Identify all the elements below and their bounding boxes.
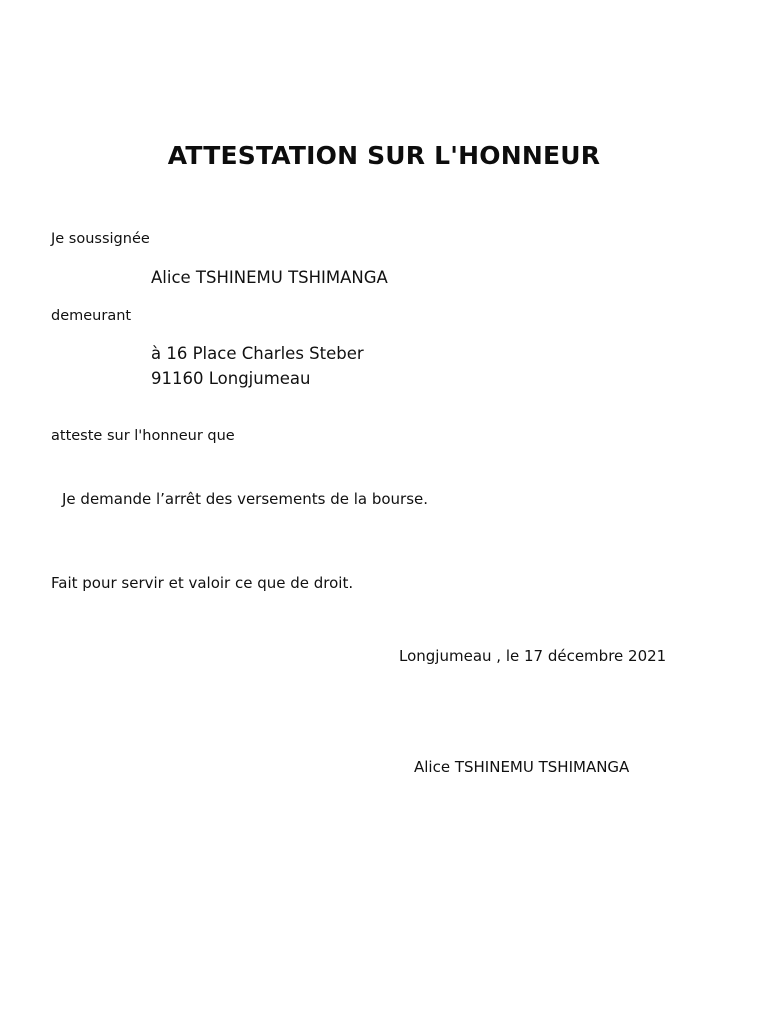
address-line-1: à 16 Place Charles Steber <box>151 344 364 363</box>
statement-text: Je demande l’arrêt des versements de la bourse. <box>62 490 429 508</box>
address-line-2: 91160 Longjumeau <box>151 369 311 388</box>
document-title: ATTESTATION SUR L'HONNEUR <box>167 141 601 170</box>
signature-name: Alice TSHINEMU TSHIMANGA <box>414 758 630 776</box>
closing-formula: Fait pour servir et valoir ce que de droit. <box>51 574 354 592</box>
residence-label: demeurant <box>51 308 132 324</box>
attest-label: atteste sur l'honneur que <box>51 428 235 444</box>
undersigned-name: Alice TSHINEMU TSHIMANGA <box>151 268 388 287</box>
place-and-date: Longjumeau , le 17 décembre 2021 <box>399 647 667 665</box>
undersigned-label: Je soussignée <box>51 231 150 247</box>
